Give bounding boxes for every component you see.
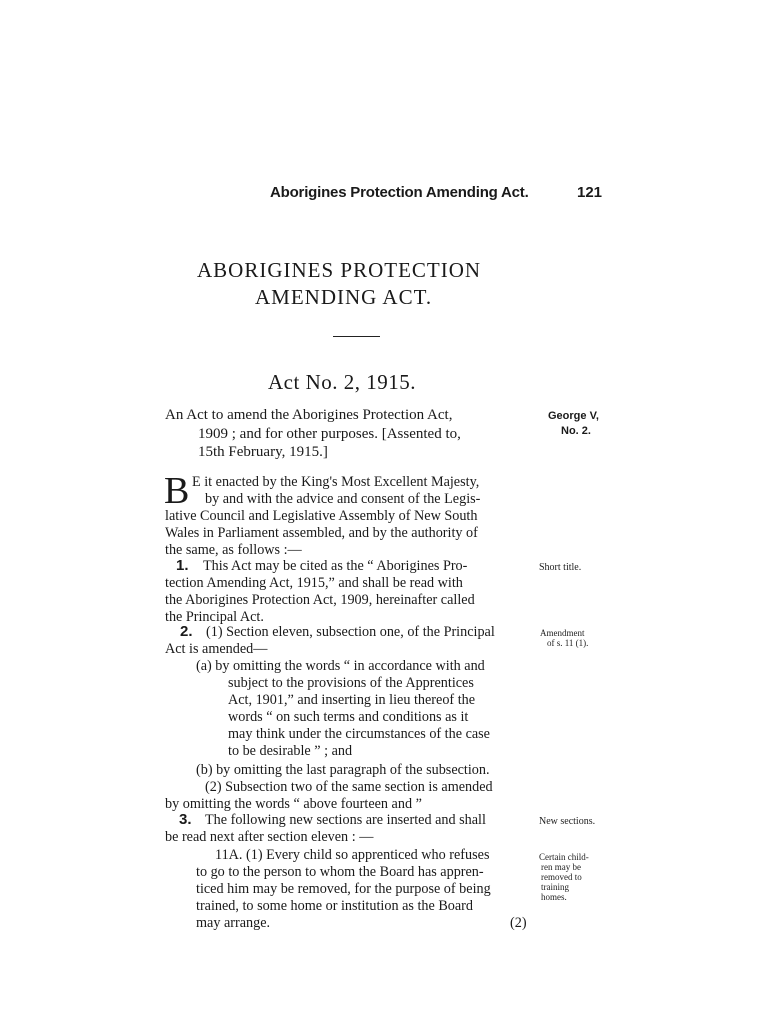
margin-reign-line-1: George V,	[548, 410, 599, 422]
section-1-line-3: the Aborigines Protection Act, 1909, hereinafter called	[165, 592, 475, 608]
enacting-line-2: by and with the advice and consent of the Legis-	[205, 491, 481, 507]
section-1-number: 1.	[176, 557, 189, 574]
side-note-amendment-2: of s. 11 (1).	[547, 638, 589, 648]
subsection-2-line-1: (2) Subsection two of the same section is amended	[205, 779, 493, 795]
para-a-line-1: (a) by omitting the words “ in accordance with and	[196, 658, 485, 674]
section-3-number: 3.	[179, 811, 192, 828]
drop-cap: B	[164, 470, 190, 512]
section-2-line-2: Act is amended—	[165, 641, 268, 657]
section-1-line-1: This Act may be cited as the “ Aborigines Pro-	[203, 558, 468, 574]
section-2-number: 2.	[180, 623, 193, 640]
long-title-line-3: 15th February, 1915.]	[198, 444, 328, 460]
side-note-11a-2: ren may be	[541, 862, 581, 872]
enacting-line-4: Wales in Parliament assembled, and by the authority of	[165, 525, 478, 541]
page-number: 121	[577, 184, 603, 201]
enacting-line-3: lative Council and Legislative Assembly of New South	[165, 508, 478, 524]
para-a-line-3: Act, 1901,” and inserting in lieu thereof the	[228, 692, 476, 708]
margin-reign-line-2: No. 2.	[561, 425, 591, 437]
side-note-amendment-1: Amendment	[540, 628, 585, 638]
section-11a-line-3: ticed him may be removed, for the purpose of being	[196, 881, 491, 897]
long-title-line-2: 1909 ; and for other purposes. [Assented to,	[198, 426, 461, 442]
act-number: Act No. 2, 1915.	[268, 370, 416, 394]
catchword: (2)	[510, 915, 527, 931]
enacting-line-5: the same, as follows :—	[165, 542, 302, 558]
subsection-2-line-2: by omitting the words “ above fourteen and ”	[165, 796, 422, 812]
section-11a-line-1: 11A. (1) Every child so apprenticed who refuses	[215, 847, 490, 863]
side-note-11a-3: removed to	[541, 872, 582, 882]
section-2-line-1: (1) Section eleven, subsection one, of the Principal	[206, 624, 495, 640]
para-a-line-5: may think under the circumstances of the case	[228, 726, 490, 742]
enacting-line-1: E it enacted by the King's Most Excellent Majesty,	[192, 474, 480, 490]
side-note-11a-5: homes.	[541, 892, 567, 902]
title-divider	[333, 336, 380, 337]
side-note-11a-1: Certain child-	[539, 852, 589, 862]
running-title: Aborigines Protection Amending Act.	[270, 184, 529, 201]
long-title-line-1: An Act to amend the Aborigines Protection Act,	[165, 407, 453, 423]
side-note-11a-4: training	[541, 882, 569, 892]
act-title-line-1: ABORIGINES PROTECTION	[197, 258, 482, 282]
para-a-line-2: subject to the provisions of the Apprentices	[228, 675, 474, 691]
section-3-line-2: be read next after section eleven : —	[165, 829, 374, 845]
section-11a-line-4: trained, to some home or institution as the Board	[196, 898, 474, 914]
side-note-short-title: Short title.	[539, 562, 582, 573]
para-a-line-4: words “ on such terms and conditions as it	[228, 709, 469, 725]
section-1-line-4: the Principal Act.	[165, 609, 264, 625]
section-3-line-1: The following new sections are inserted and shall	[205, 812, 486, 828]
side-note-new-sections: New sections.	[539, 816, 596, 827]
para-a-line-6: to be desirable ” ; and	[228, 743, 353, 759]
section-1-line-2: tection Amending Act, 1915,” and shall be read with	[165, 575, 463, 591]
section-11a-line-5: may arrange.	[196, 915, 271, 931]
section-11a-line-2: to go to the person to whom the Board has appren-	[196, 864, 484, 880]
act-title-line-2: AMENDING ACT.	[255, 285, 433, 309]
para-b-line-1: (b) by omitting the last paragraph of the subsection.	[196, 762, 490, 778]
